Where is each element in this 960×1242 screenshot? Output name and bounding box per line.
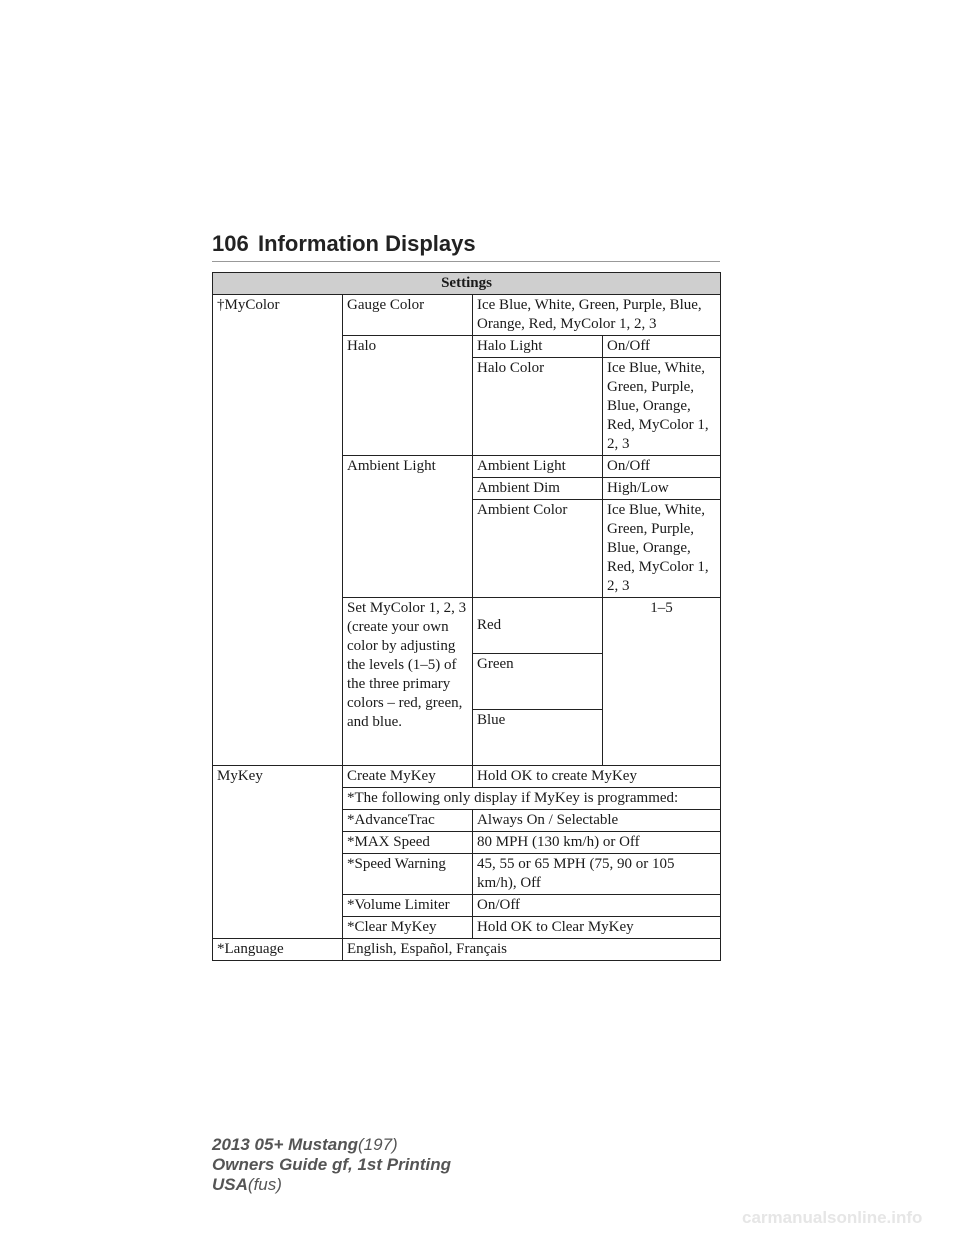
section-title: Information Displays: [258, 231, 476, 256]
footer-page-code: (197): [358, 1135, 398, 1154]
footer-model: 2013 05+ Mustang: [212, 1135, 358, 1154]
footer-line-2: Owners Guide gf, 1st Printing: [212, 1155, 451, 1174]
mycolor-label: †MyColor: [213, 295, 343, 766]
table-title: Settings: [213, 273, 721, 295]
ambient-label: Ambient Light: [343, 456, 473, 598]
footer-line-1: [212, 1135, 451, 1155]
table-header-row: [213, 273, 721, 295]
volume-limiter-label: *Volume Limiter: [343, 895, 473, 917]
ambient-color-label: Ambient Color: [473, 500, 603, 598]
language-value: English, Español, Français: [343, 939, 721, 961]
volume-limiter-value: On/Off: [473, 895, 721, 917]
max-speed-value: 80 MPH (130 km/h) or Off: [473, 832, 721, 854]
halo-light-label: Halo Light: [473, 336, 603, 358]
red-label: Red: [473, 598, 603, 654]
green-label: Green: [473, 654, 603, 710]
ambient-dim-label: Ambient Dim: [473, 478, 603, 500]
footer-line-3: [212, 1175, 451, 1195]
mykey-note: *The following only display if MyKey is programmed:: [343, 788, 721, 810]
halo-color-value: Ice Blue, White, Green, Purple, Blue, Orange, Red, MyColor 1, 2, 3: [603, 358, 721, 456]
set-mycolor-label: Set MyColor 1, 2, 3 (create your own color by adjusting the levels (1–5) of the three primary colors – red, green, and blue.: [343, 598, 473, 766]
clear-mykey-label: *Clear MyKey: [343, 917, 473, 939]
footer-region: USA: [212, 1175, 248, 1194]
clear-mykey-value: Hold OK to Clear MyKey: [473, 917, 721, 939]
page-number: 106: [212, 231, 249, 256]
watermark: carmanualsonline.info: [742, 1208, 923, 1227]
speed-warning-label: *Speed Warning: [343, 854, 473, 895]
footer-region-code: (fus): [247, 1175, 282, 1194]
create-mykey-label: Create MyKey: [343, 766, 473, 788]
table-row: [213, 295, 721, 336]
language-label: *Language: [213, 939, 343, 961]
level-value: 1–5: [603, 598, 721, 766]
blue-label: Blue: [473, 710, 603, 766]
header-rule: [212, 261, 720, 262]
mykey-label: MyKey: [213, 766, 343, 939]
halo-color-label: Halo Color: [473, 358, 603, 456]
ambient-light-value: On/Off: [603, 456, 721, 478]
halo-label: Halo: [343, 336, 473, 456]
advancetrac-label: *AdvanceTrac: [343, 810, 473, 832]
table-row: [213, 766, 721, 788]
table-row: [213, 939, 721, 961]
advancetrac-value: Always On / Selectable: [473, 810, 721, 832]
ambient-dim-value: High/Low: [603, 478, 721, 500]
gauge-color-value: Ice Blue, White, Green, Purple, Blue, Orange, Red, MyColor 1, 2, 3: [473, 295, 721, 336]
ambient-light-label: Ambient Light: [473, 456, 603, 478]
settings-table: [212, 272, 721, 961]
gauge-color-label: Gauge Color: [343, 295, 473, 336]
ambient-color-value: Ice Blue, White, Green, Purple, Blue, Orange, Red, MyColor 1, 2, 3: [603, 500, 721, 598]
halo-light-value: On/Off: [603, 336, 721, 358]
document-footer: [212, 1135, 451, 1195]
max-speed-label: *MAX Speed: [343, 832, 473, 854]
speed-warning-value: 45, 55 or 65 MPH (75, 90 or 105 km/h), Off: [473, 854, 721, 895]
create-mykey-value: Hold OK to create MyKey: [473, 766, 721, 788]
